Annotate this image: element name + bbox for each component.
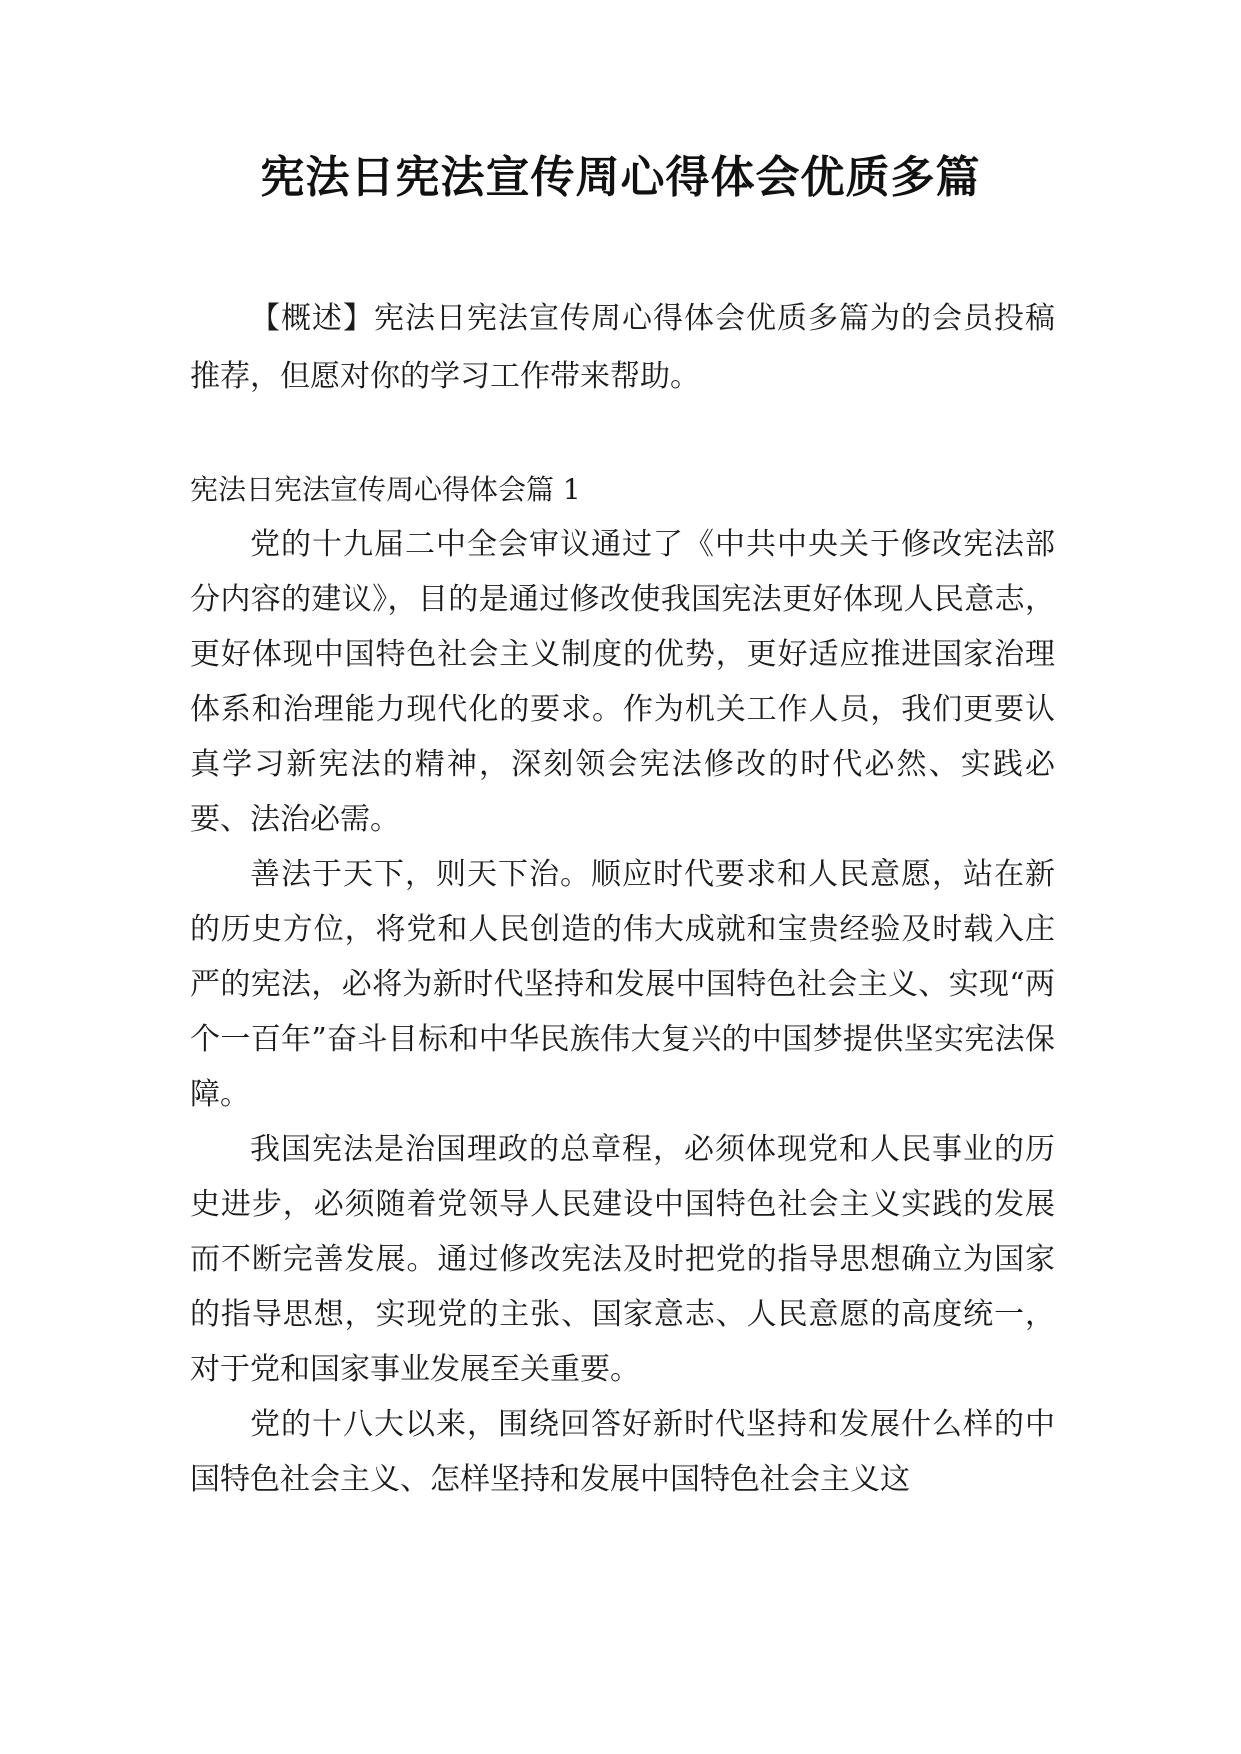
- paragraph-1: 党的十九届二中全会审议通过了《中共中央关于修改宪法部分内容的建议》，目的是通过修改使我国宪法更好体现人民意志，更好体现中国特色社会主义制度的优势，更好适应推进国家治理体系和治理能力现代化的要求。作为机关工作人员，我们更要认真学习新宪法的精神，深刻领会宪法修改的时代必然、实践必要、法治必需。: [190, 527, 1055, 837]
- document-content: [190, 462, 1055, 1507]
- paragraph-2: 善法于天下，则天下治。顺应时代要求和人民意愿，站在新的历史方位，将党和人民创造的伟大成就和宝贵经验及时载入庄严的宪法，必将为新时代坚持和发展中国特色社会主义、实现“两个一百年”奋斗目标和中华民族伟大复兴的中国梦提供坚实宪法保障。: [190, 857, 1055, 1112]
- document-summary: 【概述】宪法日宪法宣传周心得体会优质多篇为的会员投稿推荐，但愿对你的学习工作带来帮助。: [190, 301, 1055, 394]
- document-title: 宪法日宪法宣传周心得体会优质多篇: [260, 152, 981, 203]
- paragraph-3: 我国宪法是治国理政的总章程，必须体现党和人民事业的历史进步，必须随着党领导人民建设中国特色社会主义实践的发展而不断完善发展。通过修改宪法及时把党的指导思想确立为国家的指导思想，实现党的主张、国家意志、人民意愿的高度统一，对于党和国家事业发展至关重要。: [190, 1132, 1055, 1387]
- paragraph-4: 党的十八大以来，围绕回答好新时代坚持和发展什么样的中国特色社会主义、怎样坚持和发展中国特色社会主义这: [190, 1407, 1055, 1497]
- section-heading: 宪法日宪法宣传周心得体会篇 1: [190, 473, 581, 506]
